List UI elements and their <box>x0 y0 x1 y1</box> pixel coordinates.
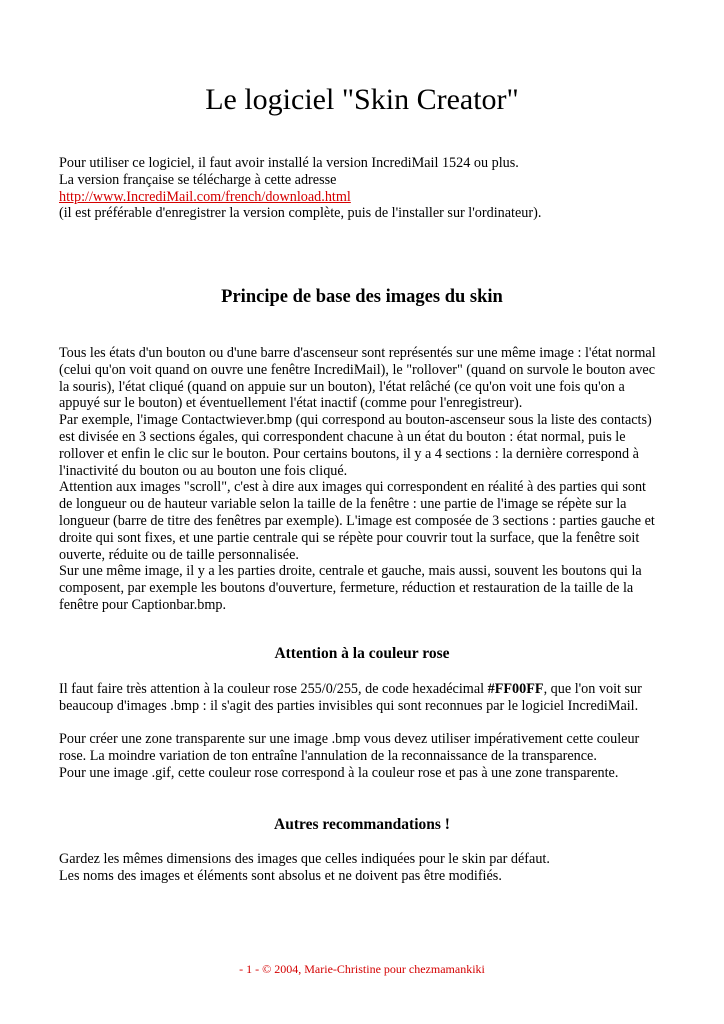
body-line: rose. La moindre variation de ton entraîne l'annulation de la reconnaissance de la transparence. <box>59 747 597 764</box>
page-title: Le logiciel "Skin Creator" <box>205 83 519 116</box>
intro-line: Pour utiliser ce logiciel, il faut avoir installé la version IncrediMail 1524 ou plus. <box>59 155 519 171</box>
body-line: longueur (barre de titre des fenêtres par exemple). L'image est composée de 3 sections : parties gauche et <box>59 512 655 529</box>
intro-line: La version française se télécharge à cette adresse <box>59 171 337 188</box>
body-line: (celui qu'on voit quand on ouvre une fenêtre IncrediMail), le "rollover" (quand on survole le bouton avec <box>59 361 656 378</box>
body-line: est divisée en 3 sections égales, qui correspondent chacune à un état du bouton : état normal, puis le <box>59 428 626 445</box>
body-line: appuyé sur le bouton) et éventuellement l'état inactif (comme pour l'enregistreur). <box>59 395 523 412</box>
body-line: Pour créer une zone transparente sur une image .bmp vous devez utiliser impérativement cette couleur <box>59 731 640 747</box>
body-line: fenêtre pour Captionbar.bmp. <box>59 596 227 613</box>
body-line: droite qui sont fixes, et une partie centrale qui se répète pour couvrir tout la surface, que la fenêtre soit <box>59 529 640 546</box>
intro-line: (il est préférable d'enregistrer la version complète, puis de l'installer sur l'ordinateur). <box>59 205 542 222</box>
body-line: Pour une image .gif, cette couleur rose correspond à la couleur rose et pas à une zone transparente. <box>59 764 619 781</box>
body-line: la souris), l'état cliqué (quand on appuie sur un bouton), l'état relâché (ce qu'on voit une fois qu'on a <box>59 378 625 395</box>
body-line: l'inactivité du bouton ou au bouton une fois cliqué. <box>59 462 348 479</box>
body-line: Attention aux images "scroll", c'est à dire aux images qui correspondent en réalité à des parties qui sont <box>59 479 646 496</box>
body-line: composent, par exemple les boutons d'ouverture, fermeture, réduction et restauration de la taille de la <box>59 580 634 597</box>
section-heading-principe: Principe de base des images du skin <box>221 287 503 307</box>
body-line: Les noms des images et éléments sont absolus et ne doivent pas être modifiés. <box>59 867 502 884</box>
body-line: Gardez les mêmes dimensions des images que celles indiquées pour le skin par défaut. <box>59 851 550 867</box>
body-line: de longueur ou de hauteur variable selon la taille de la fenêtre : une partie de l'image se répète sur la <box>59 496 627 513</box>
body-line: Tous les états d'un bouton ou d'une barre d'ascenseur sont représentés sur une même image : l'état normal <box>59 345 656 361</box>
body-line: beaucoup d'images .bmp : il s'agit des parties invisibles qui sont reconnues par le logiciel IncrediMail. <box>59 697 639 714</box>
body-line: rollover et enfin le clic sur le bouton. Pour certains boutons, il y a 4 sections : la dernière correspond à <box>59 445 639 462</box>
body-text: , que l'on voit sur <box>543 681 642 697</box>
body-text: Il faut faire très attention à la couleur rose 255/0/255, de code hexadécimal <box>59 681 488 697</box>
body-line: Sur une même image, il y a les parties droite, centrale et gauche, mais aussi, souvent les boutons qui la <box>59 563 642 580</box>
section2-paragraph1 <box>59 681 679 715</box>
page-footer: - 1 - © 2004, Marie-Christine pour chezmamankiki <box>239 962 485 976</box>
download-link[interactable]: http://www.IncrediMail.com/french/download.html <box>59 188 351 205</box>
body-line: ouverte, réduite ou de taille personnalisée. <box>59 546 299 563</box>
section-heading-couleur-rose: Attention à la couleur rose <box>274 645 450 662</box>
body-line: Par exemple, l'image Contactwiever.bmp (qui correspond au bouton-ascenseur sous la liste des contacts) <box>59 412 652 429</box>
section-heading-recommandations: Autres recommandations ! <box>274 816 450 833</box>
section1-body <box>59 345 679 614</box>
hex-code: #FF00FF <box>487 681 544 697</box>
section3-body <box>59 851 679 885</box>
section2-paragraph2 <box>59 731 679 781</box>
intro-paragraph <box>59 155 679 222</box>
